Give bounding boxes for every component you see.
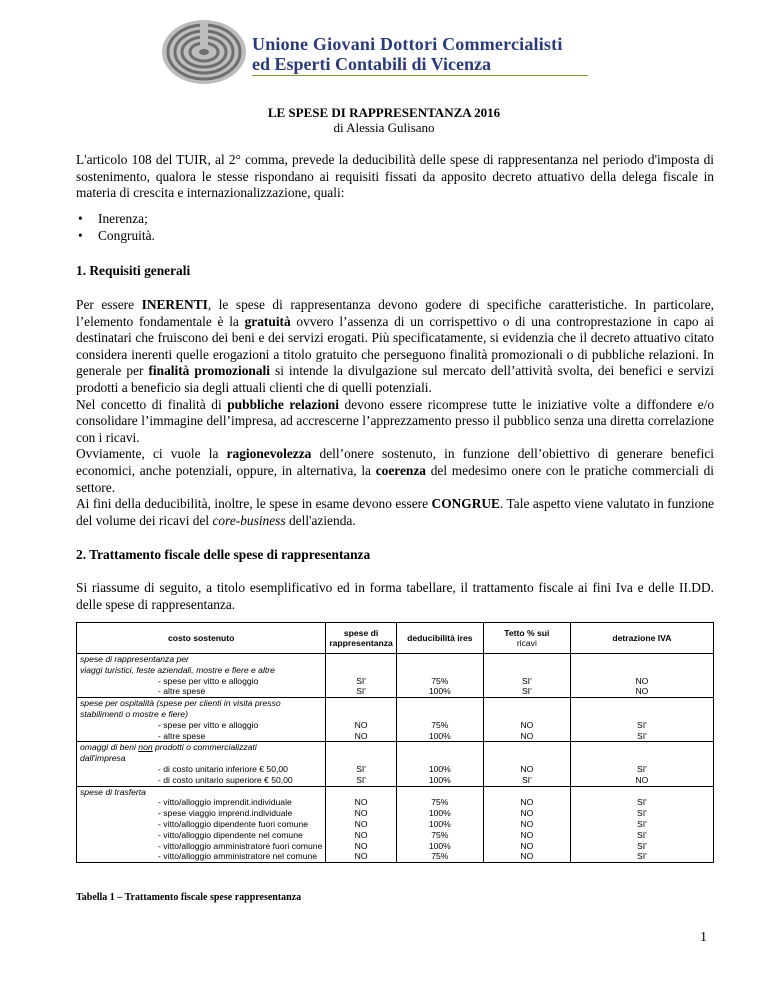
cell-spese: SI' SI' (326, 742, 397, 786)
section2-paragraph: Si riassume di seguito, a titolo esemplificativo ed in forma tabellare, il trattamento fiscale ai fini Iva e delle II.DD. delle spese di rappresentanza. (76, 580, 714, 612)
section1-paragraph: Per essere INERENTI, le spese di rappresentanza devono godere di specifiche caratteristiche. In particolare, l’elemento fondamentale è la gratuità ovvero l’assenza di un corrispettivo o di una controprestazione in capo ai destinatari che fruiscono dei beni e dei servizi erogati. Più specificatamente, si evidenzia che il decreto attuativo citato considera inerenti quelle erogazioni a titolo gratuito che perseguono finalità promozionali o di pubbliche relazioni. In generale per finalità promozionali si intende la divulgazione sul mercato dell’attività svolta, dei benefici e servizi prodotti a beneficio sia degli attuali clienti che di quelli potenziali. Nel concetto di finalità di pubbliche relazioni devono essere ricomprese tutte le iniziative volte a diffondere e/o consolidare l’immagine dell’impresa, ad accrescerne l’apprezzamento presso il pubblico senza una diretta correlazione con i ricavi. Ovviamente, ci vuole la ragionevolezza dell’onere sostenuto, in funzione dell’obiettivo di generare benefici economici, anche potenziali, oppure, in alternativa, la coerenza del medesimo onere con le pratiche commerciali di settore. Ai fini della deducibilità, inoltre, le spese in esame devono essere CONGRUE. Tale aspetto viene valutato in funzione del volume dei ricavi del core-business dell'azienda. (76, 297, 715, 528)
cell-tetto: NO SI' (483, 742, 570, 786)
cell-spese: NO NO (326, 698, 397, 742)
row-label: omaggi di beni non prodotti o commercializzati dall'impresa - di costo unitario inferiore € 50,00 - di costo unitario superiore € 50,00 (77, 742, 326, 786)
organization-logo (160, 18, 248, 86)
page-number: 1 (700, 930, 707, 945)
bullet-item: • Congruità. (78, 228, 155, 243)
cell-deducibilita: 100% 100% (396, 742, 483, 786)
table-row (77, 742, 714, 786)
document-title: LE SPESE DI RAPPRESENTANZA 2016 (267, 105, 501, 120)
cell-spese: NO NO NO NO NO NO (326, 786, 397, 863)
cell-deducibilita: 75% 100% (396, 654, 483, 698)
col-header-cost: costo sostenuto (77, 623, 326, 654)
cell-tetto: NO NO NO NO NO NO (483, 786, 570, 863)
header-rule (252, 75, 588, 76)
section-heading-2: 2. Trattamento fiscale delle spese di rappresentanza (76, 547, 371, 562)
bullet-item: • Inerenza; (78, 211, 148, 226)
tax-treatment-table (76, 622, 714, 863)
cell-spese: SI' SI' (326, 654, 397, 698)
row-label: spese per ospitalità (spese per clienti in visita presso stabilimenti o mostre e fiere) - spese per vitto e alloggio - altre spese (77, 698, 326, 742)
table-header-row (77, 623, 714, 654)
intro-paragraph: L'articolo 108 del TUIR, al 2° comma, prevede la deducibilità delle spese di rappresentanza nel periodo d'imposta di sostenimento, qualora le stesse rispondano ai requisiti fissati da apposito decreto attuativo della delega fiscale in materia di crescita e internazionalizzazione, quali: (76, 152, 714, 201)
col-header-deducibilita: deducibilità ires (396, 623, 483, 654)
col-header-spese: spese di rappresentanza (326, 623, 397, 654)
table-row (77, 786, 714, 863)
cell-iva: SI' NO (570, 742, 713, 786)
cell-iva: SI' SI' (570, 698, 713, 742)
cell-deducibilita: 75% 100% (396, 698, 483, 742)
org-name-line1: Unione Giovani Dottori Commercialisti (252, 34, 563, 54)
table-row (77, 698, 714, 742)
document-author: di Alessia Gulisano (333, 120, 435, 135)
table-row (77, 654, 714, 698)
col-header-tetto: Tetto % sui ricavi (483, 623, 570, 654)
section-heading-1: 1. Requisiti generali (76, 263, 191, 278)
row-label: spese di rappresentanza per viaggi turistici, feste aziendali, mostre e fiere e altre - spese per vitto e alloggio - altre spese (77, 654, 326, 698)
col-header-iva: detrazione IVA (570, 623, 713, 654)
letterhead (160, 18, 620, 88)
cell-deducibilita: 75% 100% 100% 75% 100% 75% (396, 786, 483, 863)
cell-iva: NO NO (570, 654, 713, 698)
cell-iva: SI' SI' SI' SI' SI' SI' (570, 786, 713, 863)
table-caption: Tabella 1 – Trattamento fiscale spese rappresentanza (76, 892, 302, 903)
row-label: spese di trasferta - vitto/alloggio imprendit.individuale - spese viaggio imprend.individuale - vitto/alloggio dipendente fuori comune - vitto/alloggio dipendente nel comune - vitto/alloggio amministratore fuori comune - vitto/alloggio amministratore nel comune (77, 786, 326, 863)
org-name-line2: ed Esperti Contabili di Vicenza (252, 54, 492, 74)
cell-tetto: SI' SI' (483, 654, 570, 698)
cell-tetto: NO NO (483, 698, 570, 742)
